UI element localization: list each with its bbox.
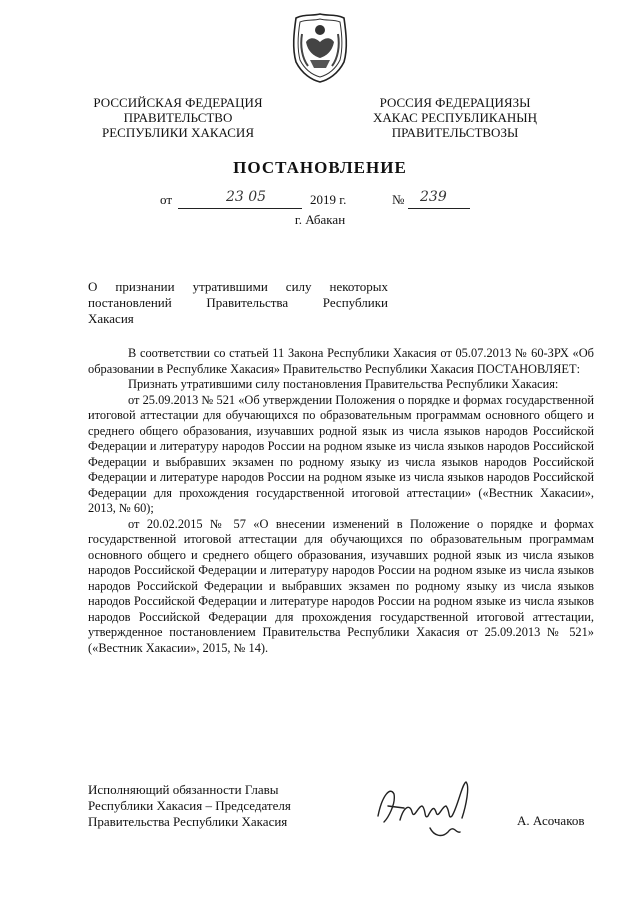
header-right-line: ХАКАС РЕСПУБЛИКАНЫҢ (372, 110, 538, 125)
subject-line: Хакасия (88, 311, 134, 326)
document-body (88, 346, 594, 656)
signatory-line: Исполняющий обязанности Главы (88, 782, 279, 797)
body-paragraph: В соответствии со статьей 11 Закона Республики Хакасия от 05.07.2013 № 60-ЗРХ «Об образовании в Республике Хакасия» Правительство Республики Хакасия ПОСТАНОВЛЯЕТ: (88, 346, 594, 376)
header-right-line: ПРАВИТЕЛЬСТВОЗЫ (391, 125, 519, 140)
signatory-line: Правительства Республики Хакасия (88, 814, 288, 829)
coat-of-arms-emblem-icon (288, 12, 352, 84)
city: г. Абакан (294, 212, 346, 227)
header-right-line: РОССИЯ ФЕДЕРАЦИЯЗЫ (379, 95, 531, 110)
header-left-line: РЕСПУБЛИКИ ХАКАСИЯ (101, 125, 254, 140)
header-right (350, 95, 560, 140)
document-title: ПОСТАНОВЛЕНИЕ (233, 158, 407, 177)
body-paragraph: от 25.09.2013 № 521 «Об утверждении Положения о порядке и формах государственной итоговой аттестации для обучающихся по образовательным программам основного общего и среднего общего образования, изучавших родной язык из числа языков народов Российской Федерации и литературу народов России на родном языке из числа языков народов Российской Федерации и выбравших экзамен по родному языку из числа языков народов Российской Федерации и литературе народов России на родном языке из числа языков народов Российской Федерации для прохождения государственной итоговой аттестации» («Вестник Хакасии», 2013, № 60); (88, 392, 594, 515)
header-left-line: РОССИЙСКАЯ ФЕДЕРАЦИЯ (93, 95, 263, 110)
header-left-line: ПРАВИТЕЛЬСТВО (123, 110, 233, 125)
year: 2019 г. (310, 192, 347, 207)
date-handwritten: 23 05 (226, 189, 267, 205)
number-sign: № (392, 192, 405, 207)
number-underline (408, 208, 470, 209)
date-underline (178, 208, 302, 209)
signatory-name: А. Асочаков (517, 813, 585, 828)
signatory-line: Республики Хакасия – Председателя (88, 798, 291, 813)
header-left (78, 95, 278, 140)
subject-line: О признании утратившими силу некоторых (88, 279, 388, 294)
body-paragraph: от 20.02.2015 № 57 «О внесении изменений в Положение о порядке и формах государственной итоговой аттестации для обучающихся по образовательным программам основного общего и среднего общего образования, изучавших родной язык из числа языков народов Российской Федерации и литературу народов России на родном языке из числа языков народов Российской Федерации и выбравших экзамен по родному языку из числа языков народов Российской Федерации и литературе народов России на родном языке из числа языков народов Российской Федерации для прохождения государственной итоговой аттестации, утвержденное постановлением Правительства Республики Хакасия от 25.09.2013 № 521» («Вестник Хакасии», 2015, № 14). (88, 516, 594, 655)
handwritten-signature (370, 776, 490, 848)
signatory-position (88, 782, 348, 830)
document-subject (88, 279, 388, 327)
number-handwritten: 239 (420, 189, 447, 205)
date-prefix: от (160, 192, 173, 207)
body-paragraph: Признать утратившими силу постановления Правительства Республики Хакасия: (128, 377, 559, 391)
subject-line: постановлений Правительства Республики (88, 295, 388, 310)
